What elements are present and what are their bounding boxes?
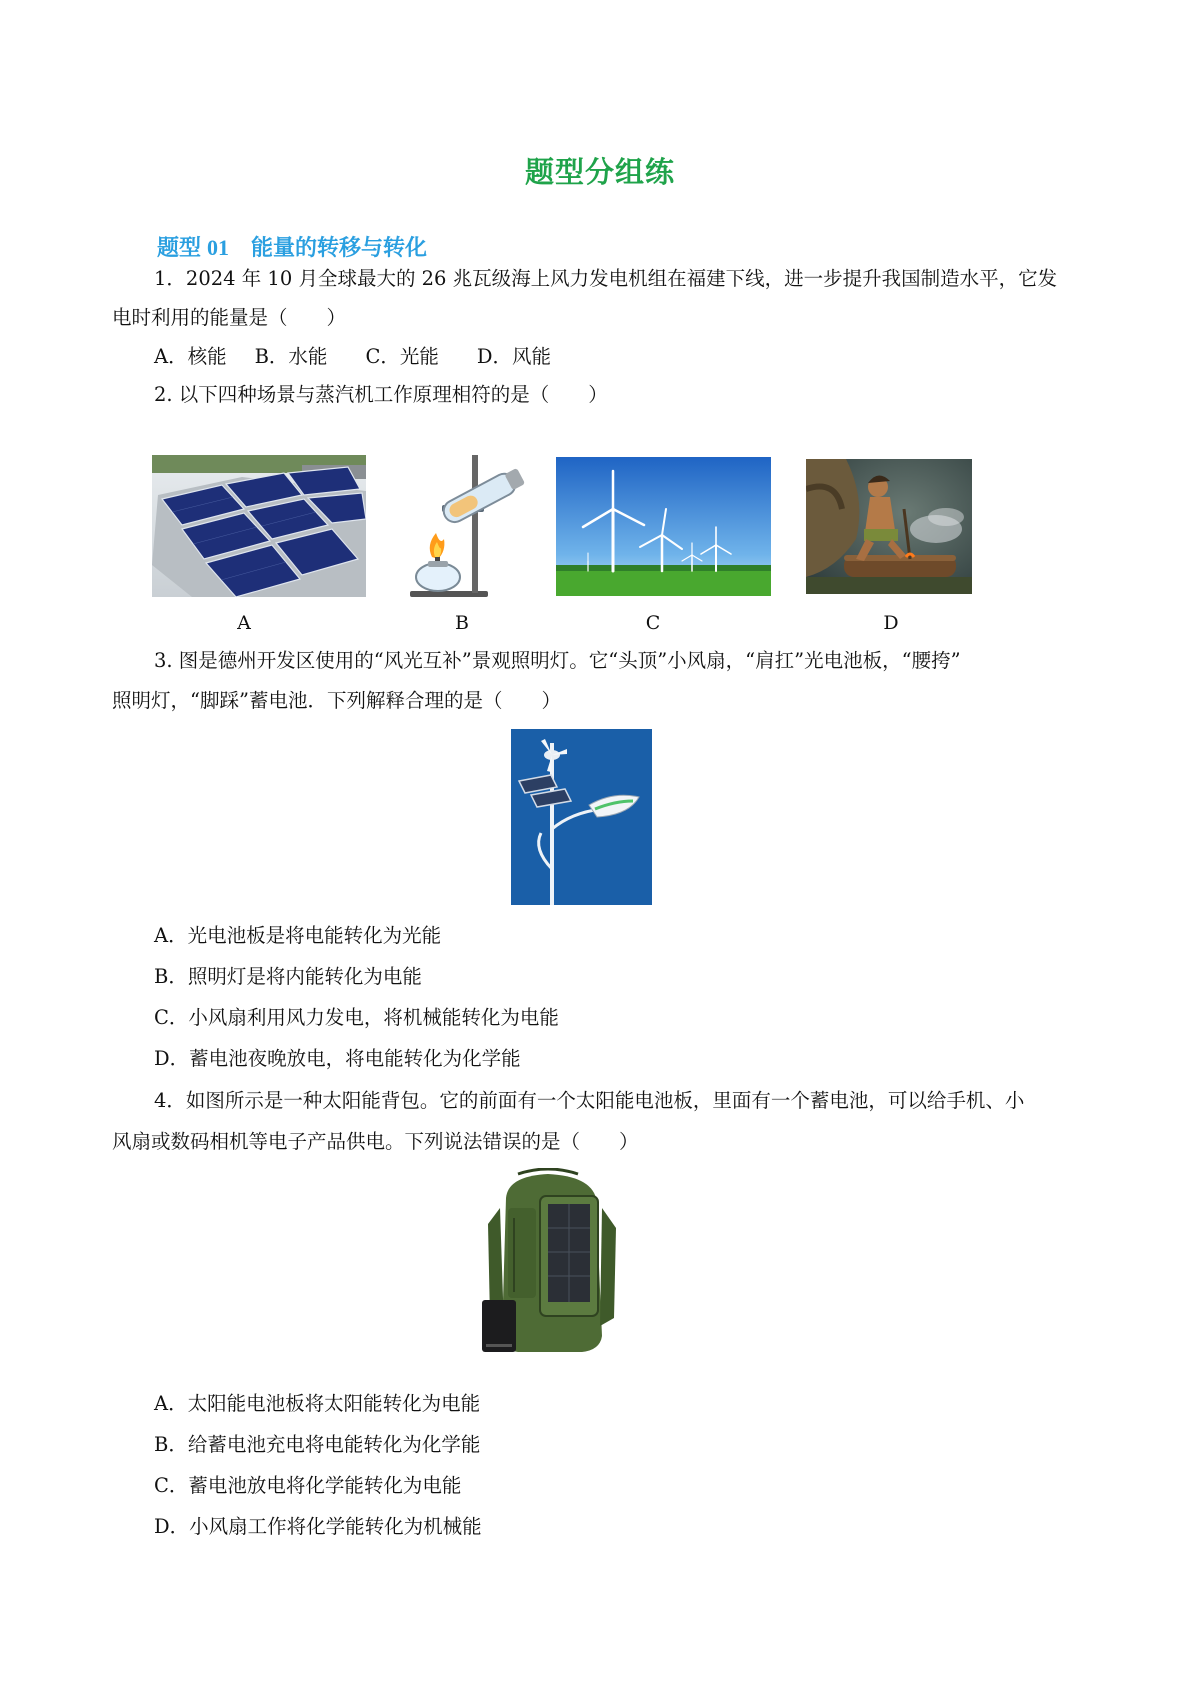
solar-backpack-image	[478, 1168, 628, 1358]
q3-option-d: D．蓄电池夜晚放电，将电能转化为化学能	[154, 1047, 521, 1070]
q3-option-b: B．照明灯是将内能转化为电能	[154, 965, 422, 988]
q1-options	[154, 345, 551, 369]
page-title: 题型分组练	[524, 155, 675, 189]
q1-stem-line1: 1．2024 年 10 月全球最大的 26 兆瓦级海上风力发电机组在福建下线，进一步提升我国制造水平，它发	[154, 267, 1058, 290]
q2-caption-c: C	[645, 612, 661, 634]
q4-option-c: C．蓄电池放电将化学能转化为电能	[154, 1474, 462, 1497]
q2-caption-d: D	[883, 612, 899, 634]
street-lamp-image	[511, 729, 652, 905]
fire-drilling-image	[806, 459, 972, 594]
test-tube-heating-image	[402, 453, 532, 601]
q1-option-b: B．水能	[254, 345, 328, 368]
q3-stem-line1: 3. 图是德州开发区使用的“风光互补”景观照明灯。它“头顶”小风扇，“肩扛”光电池板，“腰挎”	[154, 649, 961, 672]
q2-caption-a: A	[237, 612, 251, 634]
solar-panels-image	[152, 455, 366, 597]
section-heading	[157, 231, 427, 262]
q4-option-b: B．给蓄电池充电将电能转化为化学能	[154, 1433, 481, 1456]
wind-turbines-image	[556, 457, 771, 596]
q4-stem-line1: 4．如图所示是一种太阳能背包。它的前面有一个太阳能电池板，里面有一个蓄电池，可以给手机、小	[154, 1089, 1025, 1112]
section-topic: 能量的转移与转化	[251, 236, 428, 261]
q4-option-d: D．小风扇工作将化学能转化为机械能	[154, 1515, 482, 1538]
q4-option-a: A．太阳能电池板将太阳能转化为电能	[154, 1392, 481, 1415]
q3-stem-line2: 照明灯，“脚踩”蓄电池．下列解释合理的是（ ）	[112, 689, 561, 712]
section-label: 题型	[157, 236, 202, 261]
q1-option-c: C．光能	[365, 345, 439, 368]
section-number: 01	[207, 235, 230, 260]
q1-stem-line2: 电时利用的能量是（ ）	[112, 306, 347, 329]
q1-option-a: A．核能	[154, 345, 227, 368]
q3-option-a: A．光电池板是将电能转化为光能	[154, 924, 442, 947]
q1-option-d: D．风能	[476, 345, 551, 368]
q4-stem-line2: 风扇或数码相机等电子产品供电。下列说法错误的是（ ）	[112, 1130, 639, 1153]
q3-option-c: C．小风扇利用风力发电，将机械能转化为电能	[154, 1006, 559, 1029]
q2-stem: 2. 以下四种场景与蒸汽机工作原理相符的是（ ）	[154, 383, 608, 406]
q2-caption-b: B	[455, 612, 469, 634]
